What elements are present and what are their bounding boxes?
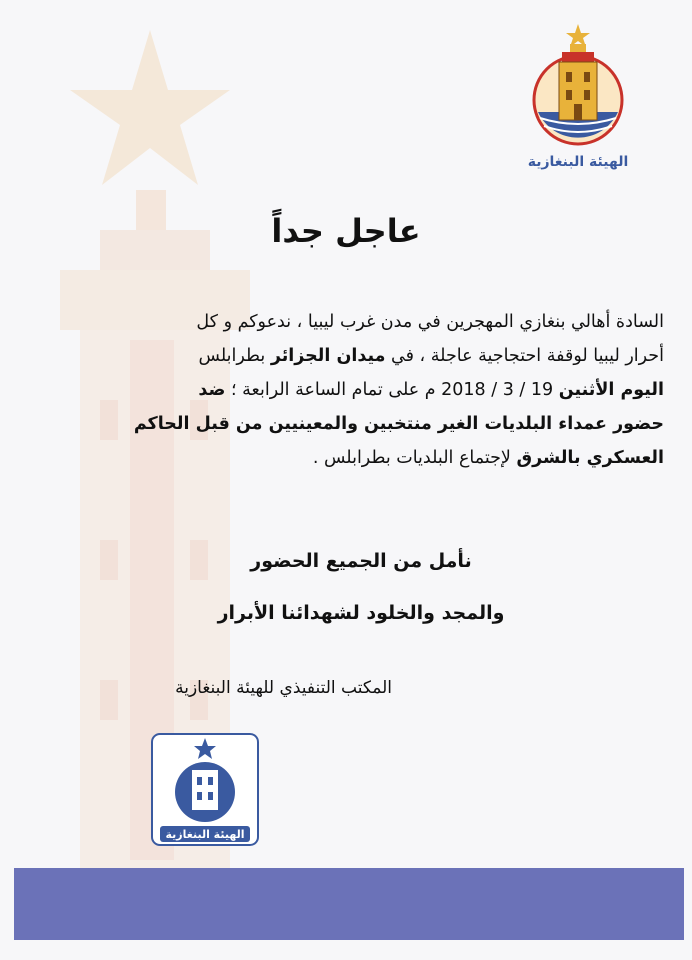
body-line-3-c: ضد (198, 380, 226, 400)
body-line-4: حضور عمداء البلديات الغير منتخبين والمعينيين من قبل الحاكم (133, 414, 664, 434)
footer-logo-caption: الهيئة البنغازية (165, 828, 245, 841)
body-line-2-b: ميدان الجزائر (270, 346, 386, 366)
body-line-3-b: 19 / 3 / 2018 م على تمام الساعة الرابعة ؛ (225, 380, 559, 400)
body-line-2 (60, 339, 664, 373)
body-line-1: السادة أهالي بنغازي المهجرين في مدن غرب ليبيا ، ندعوكم و كل (196, 312, 664, 332)
body-line-3 (60, 373, 664, 407)
page-title: عاجل جداً (271, 212, 421, 250)
footer-logo (150, 732, 260, 847)
body-line-2-a: أحرار ليبيا لوقفة احتجاجية عاجلة ، في (385, 346, 664, 366)
body-line-2-c: بطرابلس (198, 346, 271, 366)
body-line-5 (60, 441, 664, 475)
body-line-5-b: لإجتماع البلديات بطرابلس . (312, 448, 517, 468)
announcement-body (60, 305, 664, 475)
header-logo (520, 22, 636, 192)
tower-emblem-icon (526, 22, 630, 152)
signature: المكتب التنفيذي للهيئة البنغازية (175, 678, 392, 698)
body-line-3-a: اليوم الأثنين (558, 380, 664, 400)
closing-block (0, 535, 692, 639)
header-logo-caption: الهيئة البنغازية (527, 154, 629, 170)
closing-line-1: نأمل من الجميع الحضور (250, 550, 472, 572)
footer-bar (14, 868, 684, 940)
closing-line-2: والمجد والخلود لشهدائنا الأبرار (217, 602, 505, 624)
body-line-5-a: العسكري بالشرق (516, 448, 664, 468)
